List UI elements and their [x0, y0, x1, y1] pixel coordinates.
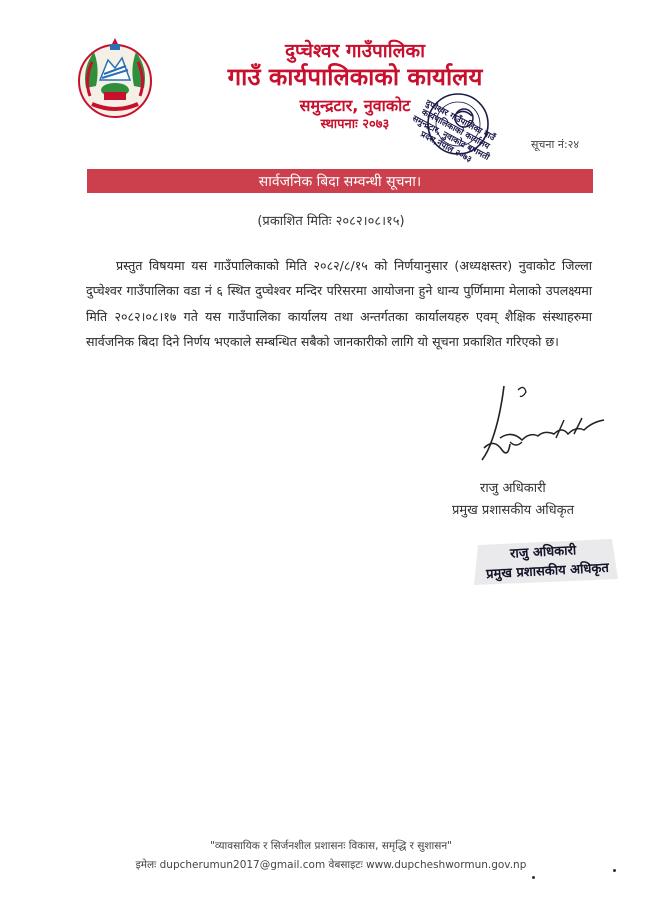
stamp-name: राजु अधिकारी	[509, 543, 577, 562]
notice-title: सार्वजनिक बिदा सम्वन्धी सूचना।	[258, 174, 422, 190]
stamp-title: प्रमुख प्रशासकीय अधिकृत	[485, 560, 610, 583]
footer-contact: इमेलः dupcherumun2017@gmail.com वेबसाइटः www.dupcheshwormun.gov.np	[135, 859, 527, 871]
office-address: समुन्द्रटार, नुवाकोट	[299, 96, 411, 115]
ink-speck	[613, 869, 616, 872]
office-name: गाउँ कार्यपालिकाको कार्यालय	[227, 63, 483, 91]
municipality-name: दुप्चेश्वर गाउँपालिका	[284, 40, 426, 62]
name-stamp	[472, 539, 618, 585]
ink-speck	[532, 876, 535, 879]
footer-motto: "व्यावसायिक र सिर्जनशील प्रशासनः विकास, समृद्धि र सुशासन"	[210, 840, 452, 852]
nepal-emblem-icon	[74, 38, 156, 120]
office-seal-text: दुप्चेश्वर गाउँपालिका गाउँ कार्यपालिकाको कार्यालय समुन्द्रटार, नुवाकोट बागमती प्रदेश,नेपाल २०७३	[410, 98, 497, 165]
establishment-year: स्थापनाः २०७३	[320, 117, 390, 132]
notice-number: सूचना नं:२४	[531, 138, 580, 151]
handwritten-signature-icon	[464, 378, 624, 478]
signatory-name: राजु अधिकारी	[480, 481, 546, 496]
published-date: (प्रकाशित मितिः २०८२।०८।१५)	[257, 214, 405, 229]
signatory-title: प्रमुख प्रशासकीय अधिकृत	[452, 503, 575, 518]
title-banner	[87, 169, 593, 193]
notice-body: प्रस्तुत विषयमा यस गाउँपालिकाको मिति २०८२/८/१५ को निर्णयानुसार (अध्यक्षस्तर) नुवाकोट जिल्ला दुप्चेश्वर गाउँपालिका वडा नं ६ स्थित दुप्चेश्वर मन्दिर परिसरमा आयोजना हुने धान्य पुर्णिमामा मेलाको उपलक्ष्यमा मिति २०८२।०८।१७ गते यस गाउँपालिका कार्यालय तथा अन्तर्गतका कार्यालयहरु एवम् शैक्षिक संस्थाहरुमा सार्वजनिक बिदा दिने निर्णय भएकाले सम्बन्धित सबैको जानकारीको लागि यो सूचना प्रकाशित गरिएको छ।	[86, 258, 592, 350]
